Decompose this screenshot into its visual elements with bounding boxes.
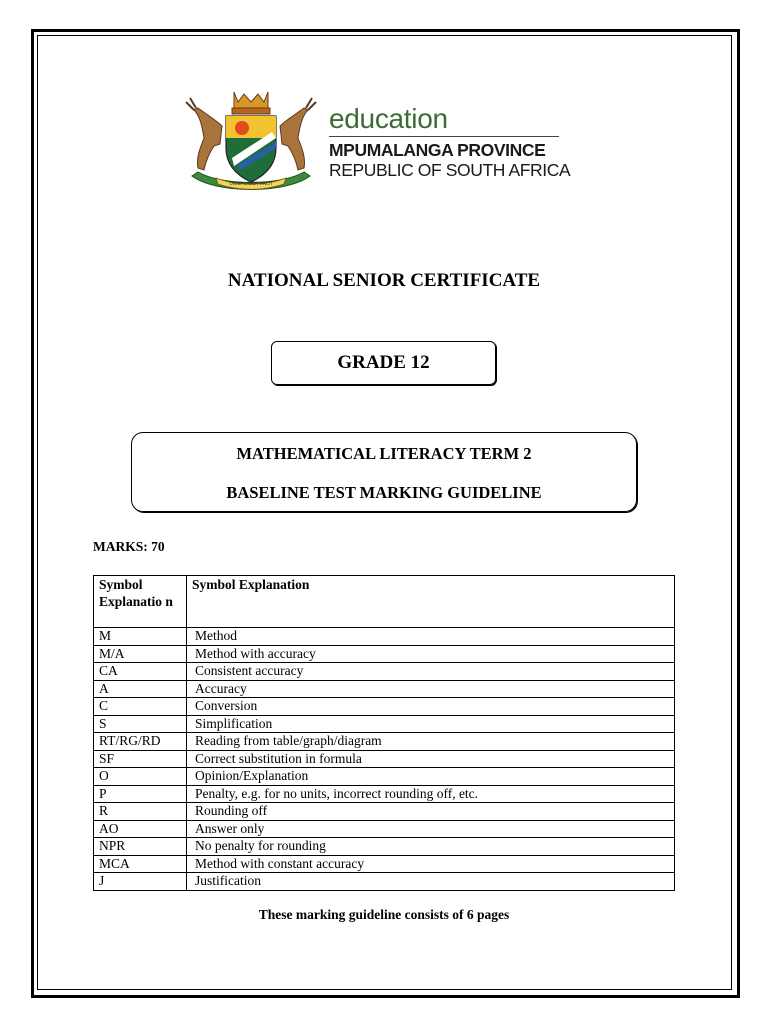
explanation-cell: Penalty, e.g. for no units, incorrect rounding off, etc. xyxy=(187,785,675,803)
certificate-title: NATIONAL SENIOR CERTIFICATE xyxy=(227,270,541,291)
explanation-cell: Answer only xyxy=(187,820,675,838)
subject-box xyxy=(131,432,637,512)
brand-block xyxy=(329,104,570,180)
country-name: REPUBLIC OF SOUTH AFRICA xyxy=(329,160,571,180)
subject-title: MATHEMATICAL LITERACY TERM 2 xyxy=(236,444,532,463)
table-row xyxy=(94,838,675,856)
symbol-cell: CA xyxy=(94,663,187,681)
explanation-cell: Consistent accuracy xyxy=(187,663,675,681)
province-name: MPUMALANGA PROVINCE xyxy=(329,140,546,160)
explanation-cell: Simplification xyxy=(187,715,675,733)
symbol-cell: AO xyxy=(94,820,187,838)
symbol-cell: J xyxy=(94,873,187,891)
marks-total: MARKS: 70 xyxy=(93,539,165,554)
symbol-cell: M/A xyxy=(94,645,187,663)
symbol-cell: S xyxy=(94,715,187,733)
table-row xyxy=(94,855,675,873)
explanation-cell: Correct substitution in formula xyxy=(187,750,675,768)
explanation-cell: Method with constant accuracy xyxy=(187,855,675,873)
table-row xyxy=(94,873,675,891)
explanation-cell: No penalty for rounding xyxy=(187,838,675,856)
explanation-cell: Conversion xyxy=(187,698,675,716)
table-row xyxy=(94,715,675,733)
symbol-cell: M xyxy=(94,628,187,646)
explanation-cell: Reading from table/graph/diagram xyxy=(187,733,675,751)
table-row xyxy=(94,645,675,663)
coat-of-arms-logo xyxy=(176,86,326,196)
page-count-note: These marking guideline consists of 6 pages xyxy=(258,907,510,922)
symbol-cell: O xyxy=(94,768,187,786)
grade-box xyxy=(271,341,496,385)
brand-divider xyxy=(329,136,559,137)
symbol-cell: R xyxy=(94,803,187,821)
column-header-explanation: Symbol Explanation xyxy=(187,576,675,628)
table-row xyxy=(94,733,675,751)
table-header-row xyxy=(94,576,675,628)
column-header-symbol: Symbol Explanatio n xyxy=(94,576,187,628)
explanation-cell: Rounding off xyxy=(187,803,675,821)
symbol-cell: RT/RG/RD xyxy=(94,733,187,751)
symbol-cell: NPR xyxy=(94,838,187,856)
motto-ribbon-text: OMNIA LABOR VINCIT xyxy=(229,181,273,186)
explanation-cell: Accuracy xyxy=(187,680,675,698)
symbol-table-body xyxy=(94,628,675,891)
symbol-cell: MCA xyxy=(94,855,187,873)
symbol-cell: C xyxy=(94,698,187,716)
table-row xyxy=(94,820,675,838)
symbol-cell: P xyxy=(94,785,187,803)
symbol-table xyxy=(93,575,675,891)
table-row xyxy=(94,785,675,803)
explanation-cell: Method xyxy=(187,628,675,646)
explanation-cell: Opinion/Explanation xyxy=(187,768,675,786)
table-row xyxy=(94,663,675,681)
table-row xyxy=(94,698,675,716)
guideline-title: BASELINE TEST MARKING GUIDELINE xyxy=(226,483,542,502)
table-row xyxy=(94,768,675,786)
symbol-cell: SF xyxy=(94,750,187,768)
table-row xyxy=(94,628,675,646)
explanation-cell: Justification xyxy=(187,873,675,891)
brand-name: education xyxy=(329,103,448,134)
grade-label: GRADE 12 xyxy=(337,352,430,373)
table-row xyxy=(94,803,675,821)
table-row xyxy=(94,750,675,768)
table-row xyxy=(94,680,675,698)
symbol-cell: A xyxy=(94,680,187,698)
explanation-cell: Method with accuracy xyxy=(187,645,675,663)
